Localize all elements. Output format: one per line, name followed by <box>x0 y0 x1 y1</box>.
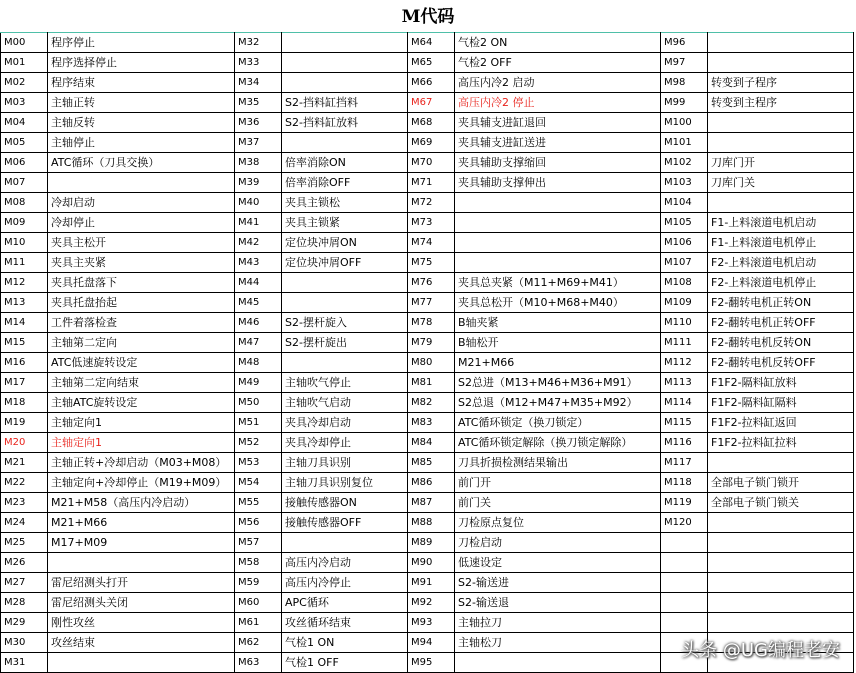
m-code-cell: M31 <box>1 653 48 673</box>
m-code-description-cell: M21+M66 <box>455 353 661 373</box>
m-code-description-cell: 主轴第二定向 <box>48 333 235 353</box>
m-code-cell: M99 <box>661 93 708 113</box>
m-code-cell: M75 <box>408 253 455 273</box>
m-code-cell: M81 <box>408 373 455 393</box>
m-code-description-cell: 主轴刀具识别复位 <box>282 473 408 493</box>
m-code-cell: M40 <box>235 193 282 213</box>
m-code-description-cell: 刀具折损检测结果输出 <box>455 453 661 473</box>
table-row <box>1 413 854 433</box>
table-row <box>1 333 854 353</box>
m-code-cell: M100 <box>661 113 708 133</box>
m-code-description-cell: 程序选择停止 <box>48 53 235 73</box>
m-code-cell: M51 <box>235 413 282 433</box>
m-code-cell: M98 <box>661 73 708 93</box>
m-code-cell: M50 <box>235 393 282 413</box>
m-code-description-cell <box>282 353 408 373</box>
m-code-cell: M84 <box>408 433 455 453</box>
m-code-description-cell: 主轴吹气停止 <box>282 373 408 393</box>
m-code-cell: M67 <box>408 93 455 113</box>
m-code-cell: M107 <box>661 253 708 273</box>
m-code-cell: M41 <box>235 213 282 233</box>
table-row <box>1 393 854 413</box>
m-code-description-cell: M17+M09 <box>48 533 235 553</box>
m-code-description-cell <box>48 553 235 573</box>
m-code-description-cell: ATC循环锁定（换刀锁定） <box>455 413 661 433</box>
m-code-description-cell: 前门关 <box>455 493 661 513</box>
table-row <box>1 293 854 313</box>
m-code-description-cell: F1-上料滚道电机停止 <box>708 233 854 253</box>
m-code-description-cell: B轴松开 <box>455 333 661 353</box>
m-code-cell: M06 <box>1 153 48 173</box>
m-code-cell: M09 <box>1 213 48 233</box>
m-code-description-cell <box>48 653 235 673</box>
m-code-cell: M95 <box>408 653 455 673</box>
m-code-cell: M21 <box>1 453 48 473</box>
m-code-cell: M47 <box>235 333 282 353</box>
m-code-description-cell: 夹具主锁紧 <box>282 213 408 233</box>
m-code-description-cell: 攻丝结束 <box>48 633 235 653</box>
m-code-cell: M30 <box>1 633 48 653</box>
m-code-description-cell: 气检2 ON <box>455 33 661 53</box>
m-code-cell: M13 <box>1 293 48 313</box>
m-code-cell: M34 <box>235 73 282 93</box>
m-code-description-cell <box>455 233 661 253</box>
m-code-description-cell <box>282 533 408 553</box>
m-code-cell: M58 <box>235 553 282 573</box>
m-code-cell: M117 <box>661 453 708 473</box>
m-code-description-cell: 夹具主锁松 <box>282 193 408 213</box>
m-code-description-cell <box>708 533 854 553</box>
m-code-description-cell: 刀检原点复位 <box>455 513 661 533</box>
m-code-description-cell <box>708 573 854 593</box>
m-code-cell: M15 <box>1 333 48 353</box>
m-code-description-cell: S2总进（M13+M46+M36+M91） <box>455 373 661 393</box>
m-code-description-cell: 主轴定向+冷却停止（M19+M09） <box>48 473 235 493</box>
m-code-description-cell: 雷尼绍测头关闭 <box>48 593 235 613</box>
m-code-description-cell: 低速设定 <box>455 553 661 573</box>
m-code-cell: M26 <box>1 553 48 573</box>
m-code-description-cell <box>708 133 854 153</box>
m-code-description-cell: ATC低速旋转设定 <box>48 353 235 373</box>
m-code-description-cell: S2总退（M12+M47+M35+M92） <box>455 393 661 413</box>
m-code-description-cell: M21+M58（高压内冷启动） <box>48 493 235 513</box>
m-code-cell: M35 <box>235 93 282 113</box>
m-code-cell: M96 <box>661 33 708 53</box>
m-code-description-cell: 攻丝循环结束 <box>282 613 408 633</box>
m-code-cell: M43 <box>235 253 282 273</box>
m-code-description-cell: 主轴定向1 <box>48 433 235 453</box>
m-code-cell: M19 <box>1 413 48 433</box>
m-code-cell: M42 <box>235 233 282 253</box>
m-code-description-cell <box>708 193 854 213</box>
m-code-cell: M18 <box>1 393 48 413</box>
m-code-cell: M106 <box>661 233 708 253</box>
m-code-cell: M36 <box>235 113 282 133</box>
m-code-description-cell: 全部电子锁门锁开 <box>708 473 854 493</box>
m-code-cell: M66 <box>408 73 455 93</box>
m-code-cell: M109 <box>661 293 708 313</box>
m-code-description-cell: 气检1 ON <box>282 633 408 653</box>
m-code-cell: M86 <box>408 473 455 493</box>
m-code-description-cell: APC循环 <box>282 593 408 613</box>
m-code-description-cell: 程序停止 <box>48 33 235 53</box>
m-code-cell: M60 <box>235 593 282 613</box>
m-code-description-cell: 转变到主程序 <box>708 93 854 113</box>
table-row <box>1 433 854 453</box>
m-code-cell: M05 <box>1 133 48 153</box>
m-code-cell: M73 <box>408 213 455 233</box>
m-code-cell: M23 <box>1 493 48 513</box>
m-code-description-cell <box>455 653 661 673</box>
table-row <box>1 213 854 233</box>
m-code-description-cell: 刀检启动 <box>455 533 661 553</box>
m-code-description-cell <box>708 33 854 53</box>
m-code-cell: M88 <box>408 513 455 533</box>
m-code-description-cell: S2-摆杆旋出 <box>282 333 408 353</box>
m-code-cell: M89 <box>408 533 455 553</box>
m-code-description-cell: 转变到子程序 <box>708 73 854 93</box>
m-code-cell: M25 <box>1 533 48 553</box>
m-code-cell: M94 <box>408 633 455 653</box>
m-code-cell: M118 <box>661 473 708 493</box>
m-code-description-cell: 高压内冷启动 <box>282 553 408 573</box>
m-code-description-cell: 全部电子锁门锁关 <box>708 493 854 513</box>
m-code-cell: M119 <box>661 493 708 513</box>
m-code-cell: M54 <box>235 473 282 493</box>
m-code-cell: M111 <box>661 333 708 353</box>
table-row <box>1 613 854 633</box>
sheet-title: M代码 <box>401 7 455 27</box>
m-code-description-cell <box>282 273 408 293</box>
m-code-description-cell <box>282 53 408 73</box>
m-code-cell: M87 <box>408 493 455 513</box>
m-code-description-cell: F2-翻转电机反转ON <box>708 333 854 353</box>
m-code-description-cell: 高压内冷停止 <box>282 573 408 593</box>
m-code-description-cell <box>282 73 408 93</box>
m-code-description-cell: 定位块冲屑ON <box>282 233 408 253</box>
table-row <box>1 353 854 373</box>
m-code-description-cell: 刚性攻丝 <box>48 613 235 633</box>
m-code-cell: M92 <box>408 593 455 613</box>
m-code-cell: M22 <box>1 473 48 493</box>
table-row <box>1 453 854 473</box>
table-row <box>1 133 854 153</box>
m-code-cell: M64 <box>408 33 455 53</box>
m-code-description-cell: F2-翻转电机反转OFF <box>708 353 854 373</box>
m-code-description-cell <box>708 453 854 473</box>
m-code-cell: M62 <box>235 633 282 653</box>
table-row <box>1 233 854 253</box>
m-code-cell: M77 <box>408 293 455 313</box>
table-row <box>1 73 854 93</box>
table-row <box>1 53 854 73</box>
m-code-cell <box>661 573 708 593</box>
m-code-description-cell: F2-翻转电机正转ON <box>708 293 854 313</box>
m-code-description-cell <box>455 193 661 213</box>
m-code-cell: M28 <box>1 593 48 613</box>
m-code-description-cell <box>455 213 661 233</box>
m-code-description-cell <box>708 113 854 133</box>
m-code-cell: M46 <box>235 313 282 333</box>
table-row <box>1 173 854 193</box>
m-code-description-cell: 主轴反转 <box>48 113 235 133</box>
m-code-description-cell: 夹具辅支进缸退回 <box>455 113 661 133</box>
m-code-description-cell: 工件着落检查 <box>48 313 235 333</box>
m-code-cell: M56 <box>235 513 282 533</box>
m-code-description-cell: 主轴定向1 <box>48 413 235 433</box>
m-code-description-cell: ATC循环（刀具交换） <box>48 153 235 173</box>
table-row <box>1 113 854 133</box>
watermark: 头条 @UG编程老安 <box>681 640 840 661</box>
m-code-cell: M97 <box>661 53 708 73</box>
m-code-cell: M80 <box>408 353 455 373</box>
m-code-cell: M52 <box>235 433 282 453</box>
m-code-description-cell: S2-挡料缸放料 <box>282 113 408 133</box>
m-code-cell: M110 <box>661 313 708 333</box>
m-code-cell: M38 <box>235 153 282 173</box>
m-code-description-cell: 刀库门关 <box>708 173 854 193</box>
m-code-description-cell <box>708 513 854 533</box>
m-code-cell: M17 <box>1 373 48 393</box>
m-code-cell: M00 <box>1 33 48 53</box>
m-code-cell: M91 <box>408 573 455 593</box>
m-code-description-cell: M21+M66 <box>48 513 235 533</box>
m-code-cell: M93 <box>408 613 455 633</box>
m-code-description-cell: 夹具托盘落下 <box>48 273 235 293</box>
m-code-cell: M116 <box>661 433 708 453</box>
m-code-description-cell: 高压内冷2 启动 <box>455 73 661 93</box>
m-code-cell: M69 <box>408 133 455 153</box>
m-code-description-cell <box>708 53 854 73</box>
m-code-description-cell: 夹具托盘抬起 <box>48 293 235 313</box>
m-code-cell: M112 <box>661 353 708 373</box>
m-code-description-cell: 主轴第二定向结束 <box>48 373 235 393</box>
m-code-description-cell: 夹具冷却启动 <box>282 413 408 433</box>
m-code-cell: M04 <box>1 113 48 133</box>
m-code-cell: M01 <box>1 53 48 73</box>
m-code-description-cell: 主轴停止 <box>48 133 235 153</box>
m-code-description-cell: 夹具总夹紧（M11+M69+M41） <box>455 273 661 293</box>
m-code-cell: M14 <box>1 313 48 333</box>
m-code-description-cell: F2-上料滚道电机停止 <box>708 273 854 293</box>
m-code-cell: M104 <box>661 193 708 213</box>
m-code-description-cell: 倍率消除ON <box>282 153 408 173</box>
m-code-cell: M11 <box>1 253 48 273</box>
m-code-cell: M12 <box>1 273 48 293</box>
table-row <box>1 33 854 53</box>
m-code-cell: M53 <box>235 453 282 473</box>
m-code-cell: M114 <box>661 393 708 413</box>
m-code-description-cell: F2-上料滚道电机启动 <box>708 253 854 273</box>
m-code-cell: M79 <box>408 333 455 353</box>
m-code-cell: M33 <box>235 53 282 73</box>
table-row <box>1 533 854 553</box>
m-code-cell: M113 <box>661 373 708 393</box>
m-code-cell: M59 <box>235 573 282 593</box>
m-code-description-cell: 夹具辅助支撑伸出 <box>455 173 661 193</box>
m-code-cell: M03 <box>1 93 48 113</box>
m-code-description-cell: S2-摆杆旋入 <box>282 313 408 333</box>
table-row <box>1 553 854 573</box>
m-code-cell: M02 <box>1 73 48 93</box>
m-code-cell: M32 <box>235 33 282 53</box>
m-code-description-cell: S2-挡料缸挡料 <box>282 93 408 113</box>
m-code-cell: M68 <box>408 113 455 133</box>
m-code-cell: M61 <box>235 613 282 633</box>
m-code-description-cell <box>282 133 408 153</box>
m-code-cell: M85 <box>408 453 455 473</box>
m-code-cell: M63 <box>235 653 282 673</box>
m-code-cell: M48 <box>235 353 282 373</box>
m-code-cell <box>661 533 708 553</box>
m-code-cell: M90 <box>408 553 455 573</box>
m-code-description-cell: 主轴正转 <box>48 93 235 113</box>
m-code-description-cell: 定位块冲屑OFF <box>282 253 408 273</box>
m-code-description-cell: 夹具主松开 <box>48 233 235 253</box>
m-code-description-cell: 接触传感器ON <box>282 493 408 513</box>
m-code-description-cell: F1F2-拉料缸拉料 <box>708 433 854 453</box>
m-code-cell: M120 <box>661 513 708 533</box>
m-code-description-cell: S2-输送进 <box>455 573 661 593</box>
table-row <box>1 593 854 613</box>
m-code-cell: M115 <box>661 413 708 433</box>
m-code-cell <box>661 613 708 633</box>
m-code-description-cell <box>282 293 408 313</box>
m-code-description-cell: F1F2-拉料缸返回 <box>708 413 854 433</box>
m-code-description-cell: 夹具冷却停止 <box>282 433 408 453</box>
m-code-description-cell: B轴夹紧 <box>455 313 661 333</box>
m-code-description-cell: 主轴正转+冷却启动（M03+M08） <box>48 453 235 473</box>
m-code-cell: M24 <box>1 513 48 533</box>
table-row <box>1 313 854 333</box>
m-code-cell: M105 <box>661 213 708 233</box>
m-code-cell: M44 <box>235 273 282 293</box>
m-code-cell: M27 <box>1 573 48 593</box>
m-code-cell: M37 <box>235 133 282 153</box>
m-code-description-cell <box>708 553 854 573</box>
table-row <box>1 153 854 173</box>
m-code-description-cell: 主轴ATC旋转设定 <box>48 393 235 413</box>
m-code-description-cell: 主轴松刀 <box>455 633 661 653</box>
m-code-description-cell: F2-翻转电机正转OFF <box>708 313 854 333</box>
m-code-cell: M08 <box>1 193 48 213</box>
m-code-description-cell: F1F2-隔料缸放料 <box>708 373 854 393</box>
table-row <box>1 513 854 533</box>
m-code-cell <box>661 553 708 573</box>
m-code-cell: M39 <box>235 173 282 193</box>
m-code-description-cell: 接触传感器OFF <box>282 513 408 533</box>
m-code-description-cell: 高压内冷2 停止 <box>455 93 661 113</box>
m-code-cell: M71 <box>408 173 455 193</box>
m-code-description-cell: 夹具辅助支撑缩回 <box>455 153 661 173</box>
m-code-table <box>0 32 854 673</box>
m-code-cell: M29 <box>1 613 48 633</box>
m-code-description-cell <box>708 613 854 633</box>
m-code-description-cell: 刀库门开 <box>708 153 854 173</box>
m-code-cell: M20 <box>1 433 48 453</box>
m-code-description-cell: 冷却停止 <box>48 213 235 233</box>
table-row <box>1 373 854 393</box>
m-code-description-cell: 夹具总松开（M10+M68+M40） <box>455 293 661 313</box>
m-code-description-cell: 程序结束 <box>48 73 235 93</box>
m-code-description-cell: 夹具辅支进缸送进 <box>455 133 661 153</box>
m-code-description-cell: 主轴刀具识别 <box>282 453 408 473</box>
table-row <box>1 93 854 113</box>
m-code-description-cell: F1-上料滚道电机启动 <box>708 213 854 233</box>
m-code-cell: M16 <box>1 353 48 373</box>
m-code-cell: M57 <box>235 533 282 553</box>
m-code-cell: M45 <box>235 293 282 313</box>
m-code-cell: M55 <box>235 493 282 513</box>
table-row <box>1 273 854 293</box>
table-row <box>1 473 854 493</box>
m-code-description-cell <box>48 173 235 193</box>
m-code-cell: M74 <box>408 233 455 253</box>
m-code-cell: M103 <box>661 173 708 193</box>
m-code-description-cell: 冷却启动 <box>48 193 235 213</box>
m-code-cell: M83 <box>408 413 455 433</box>
m-code-description-cell: ATC循环锁定解除（换刀锁定解除） <box>455 433 661 453</box>
m-code-description-cell: 气检2 OFF <box>455 53 661 73</box>
m-code-cell: M65 <box>408 53 455 73</box>
m-code-description-cell <box>708 593 854 613</box>
m-code-cell: M10 <box>1 233 48 253</box>
table-row <box>1 493 854 513</box>
table-row <box>1 193 854 213</box>
m-code-description-cell: 前门开 <box>455 473 661 493</box>
m-code-description-cell: 主轴拉刀 <box>455 613 661 633</box>
m-code-cell: M76 <box>408 273 455 293</box>
m-code-cell: M102 <box>661 153 708 173</box>
m-code-description-cell: 气检1 OFF <box>282 653 408 673</box>
m-code-cell: M49 <box>235 373 282 393</box>
m-code-cell: M07 <box>1 173 48 193</box>
m-code-description-cell: 主轴吹气启动 <box>282 393 408 413</box>
m-code-description-cell: 雷尼绍测头打开 <box>48 573 235 593</box>
m-code-cell: M82 <box>408 393 455 413</box>
m-code-description-cell: S2-输送退 <box>455 593 661 613</box>
m-code-cell <box>661 593 708 613</box>
m-code-description-cell: 夹具主夹紧 <box>48 253 235 273</box>
m-code-cell: M108 <box>661 273 708 293</box>
m-code-description-cell: 倍率消除OFF <box>282 173 408 193</box>
m-code-cell: M101 <box>661 133 708 153</box>
m-code-description-cell <box>455 253 661 273</box>
table-row <box>1 253 854 273</box>
table-row <box>1 573 854 593</box>
m-code-cell: M78 <box>408 313 455 333</box>
m-code-cell: M70 <box>408 153 455 173</box>
m-code-table-body <box>1 33 854 673</box>
m-code-description-cell <box>282 33 408 53</box>
m-code-description-cell: F1F2-隔料缸隔料 <box>708 393 854 413</box>
m-code-cell: M72 <box>408 193 455 213</box>
